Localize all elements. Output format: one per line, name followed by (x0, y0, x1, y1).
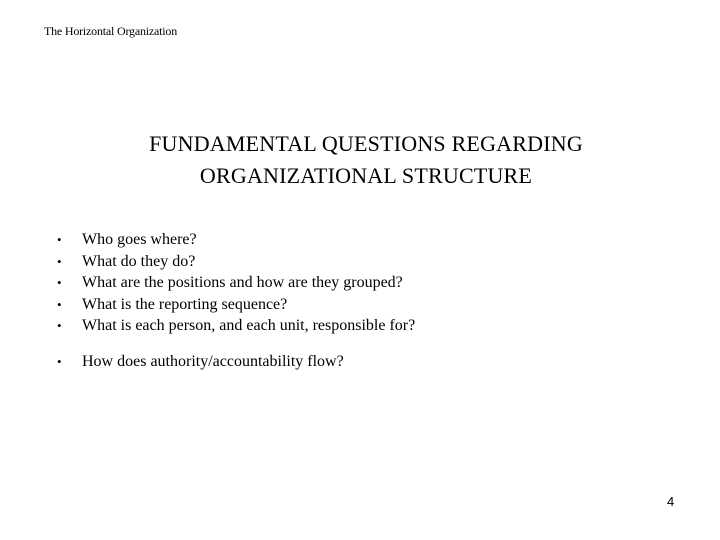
list-item-text: What is the reporting sequence? (82, 295, 288, 313)
list-item-text: What do they do? (82, 252, 196, 270)
slide-title-line-1: FUNDAMENTAL QUESTIONS REGARDING (149, 131, 583, 156)
list-item-text: What is each person, and each unit, responsible for? (82, 317, 416, 334)
bullet-icon: • (57, 275, 62, 290)
bullet-icon: • (57, 232, 62, 247)
slide-title (0, 128, 720, 192)
bullet-icon: • (57, 318, 62, 333)
slide-title-line-2: ORGANIZATIONAL STRUCTURE (199, 163, 533, 188)
running-header: The Horizontal Organization (44, 24, 177, 38)
bullet-icon: • (57, 353, 62, 369)
list-item-text: How does authority/accountability flow? (82, 352, 344, 370)
page-number: 4 (667, 494, 675, 509)
list-item-text: Who goes where? (82, 231, 197, 248)
bullet-icon: • (57, 296, 62, 312)
list-item-text: What are the positions and how are they grouped? (82, 274, 403, 291)
bullet-icon: • (57, 253, 62, 269)
